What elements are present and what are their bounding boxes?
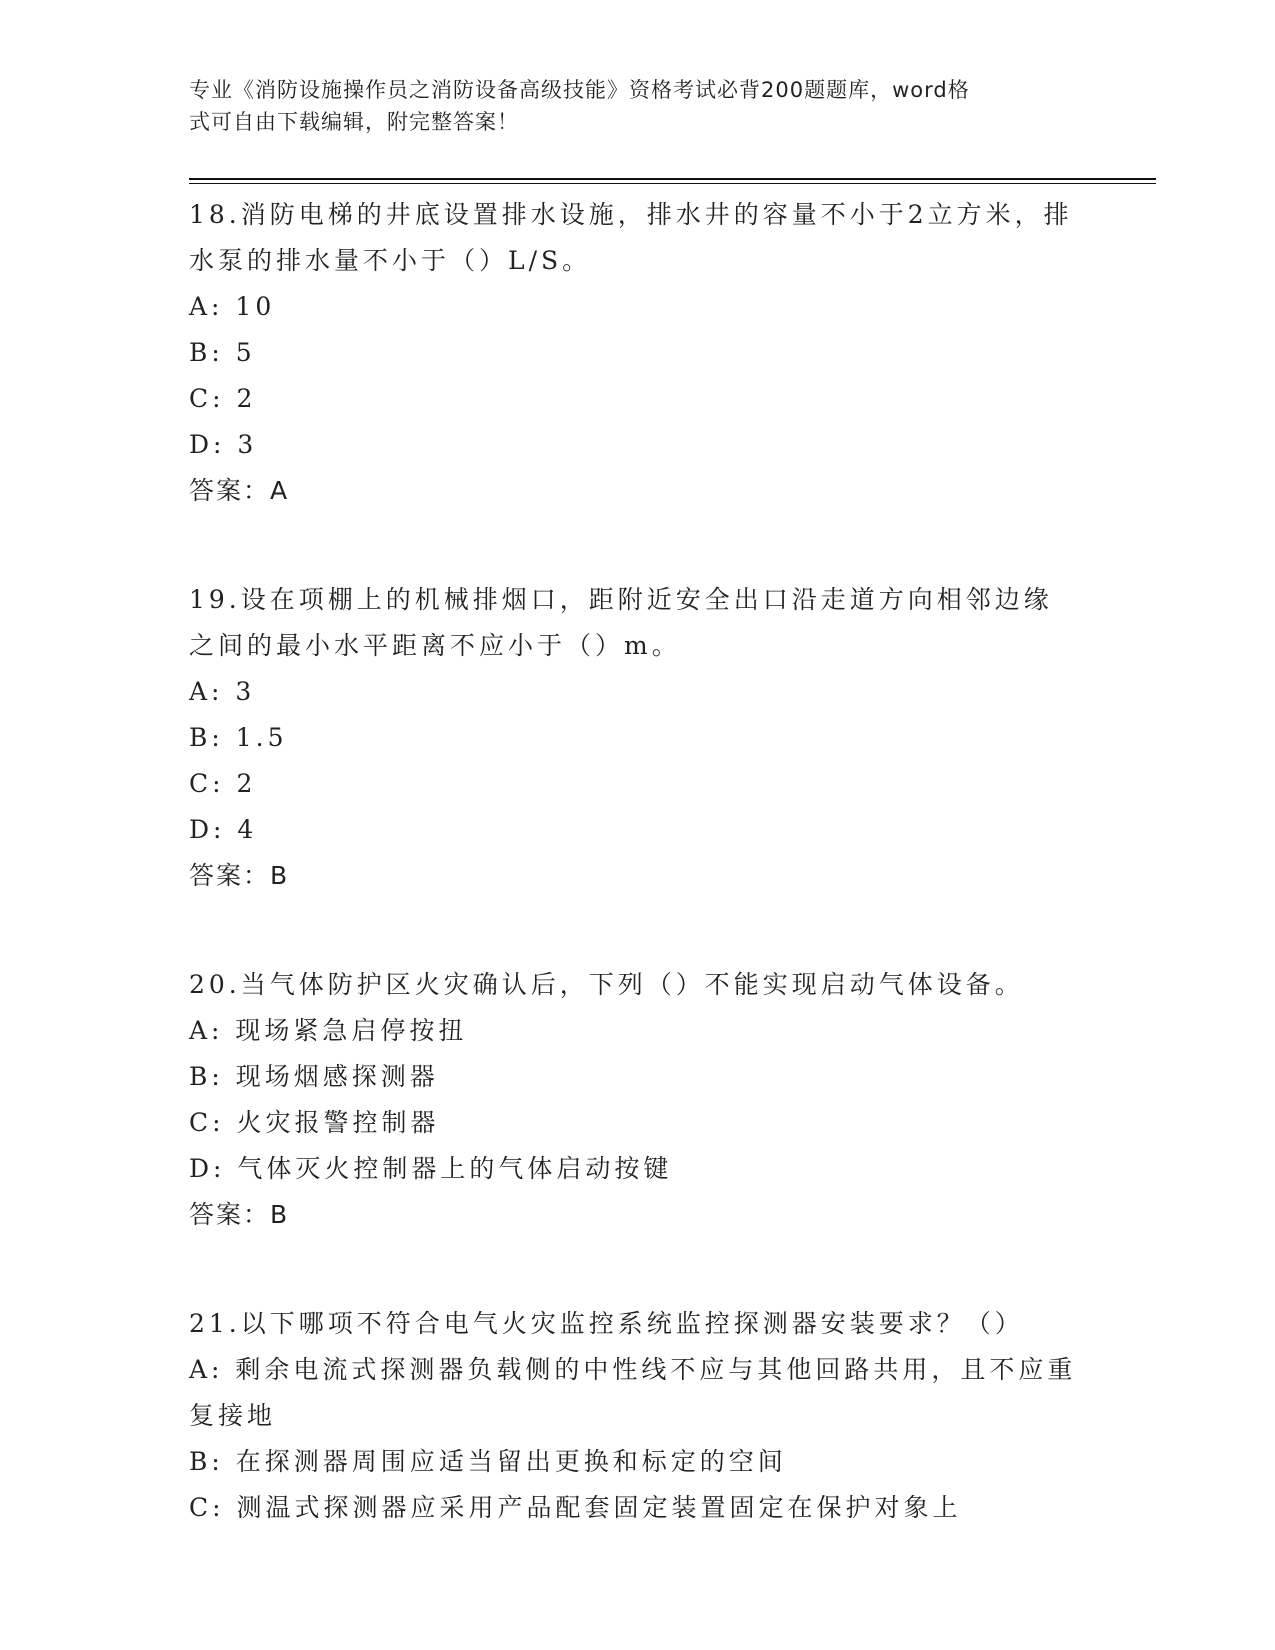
option-b: B: 5 bbox=[189, 338, 256, 367]
question-stem: 18.消防电梯的井底设置排水设施，排水井的容量不小于2立方米，排水泵的排水量不小于（）L/S。 bbox=[189, 200, 1073, 275]
option-b: B: 1.5 bbox=[189, 723, 288, 752]
option-a: A: 3 bbox=[189, 677, 256, 706]
answer-line: 答案：A bbox=[189, 476, 290, 505]
header-divider-thin bbox=[189, 183, 1156, 184]
question-spacer bbox=[189, 1238, 1089, 1301]
question-18 bbox=[189, 192, 1089, 514]
option-d: D: 4 bbox=[189, 815, 258, 844]
option-b: B: 在探测器周围应适当留出更换和标定的空间 bbox=[189, 1447, 787, 1476]
question-stem: 21.以下哪项不符合电气火灾监控系统监控探测器安装要求？（） bbox=[189, 1309, 1024, 1338]
option-d: D: 3 bbox=[189, 430, 258, 459]
question-19 bbox=[189, 577, 1089, 899]
option-c: C: 火灾报警控制器 bbox=[189, 1108, 440, 1137]
question-spacer bbox=[189, 514, 1089, 577]
option-b: B: 现场烟感探测器 bbox=[189, 1062, 439, 1091]
question-spacer bbox=[189, 899, 1089, 962]
question-21 bbox=[189, 1301, 1089, 1531]
answer-line: 答案：B bbox=[189, 1200, 290, 1229]
header-divider-thick bbox=[189, 178, 1156, 180]
option-a: A: 10 bbox=[189, 292, 276, 321]
option-c: C: 2 bbox=[189, 384, 257, 413]
question-20 bbox=[189, 962, 1089, 1238]
option-c: C: 测温式探测器应采用产品配套固定装置固定在保护对象上 bbox=[189, 1493, 962, 1522]
option-a: A: 现场紧急启停按扭 bbox=[189, 1016, 468, 1045]
header-line-2: 式可自由下载编辑，附完整答案！ bbox=[189, 110, 519, 134]
option-a: A: 剩余电流式探测器负载侧的中性线不应与其他回路共用，且不应重复接地 bbox=[189, 1355, 1077, 1430]
option-c: C: 2 bbox=[189, 769, 257, 798]
answer-line: 答案：B bbox=[189, 861, 290, 890]
question-list bbox=[189, 192, 1089, 1531]
document-header bbox=[189, 74, 1089, 138]
question-stem: 20.当气体防护区火灾确认后，下列（）不能实现启动气体设备。 bbox=[189, 970, 1024, 999]
header-line-1: 专业《消防设施操作员之消防设备高级技能》资格考试必背200题题库，word格 bbox=[189, 78, 970, 102]
option-d: D: 气体灭火控制器上的气体启动按键 bbox=[189, 1154, 673, 1183]
question-stem: 19.设在项棚上的机械排烟口，距附近安全出口沿走道方向相邻边缘之间的最小水平距离不应小于（）m。 bbox=[189, 585, 1053, 660]
